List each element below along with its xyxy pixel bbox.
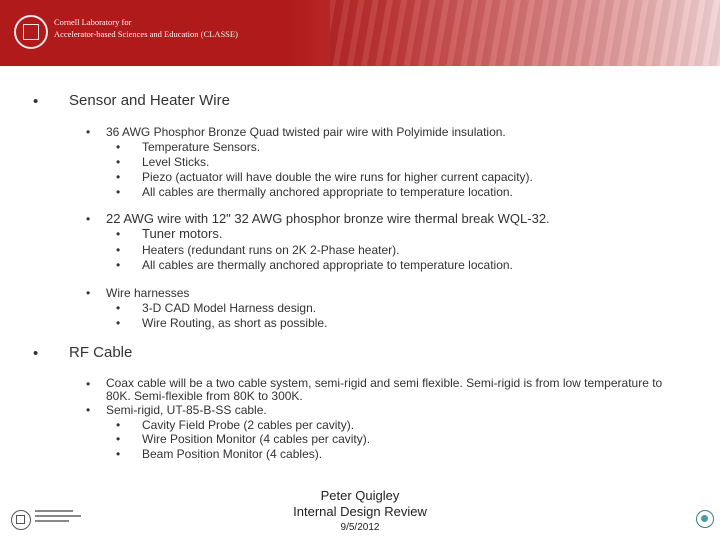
org-line-1: Cornell Laboratory for bbox=[54, 17, 132, 27]
bullet: • bbox=[116, 447, 121, 461]
bullet: • bbox=[116, 258, 121, 272]
bullet: • bbox=[116, 170, 121, 184]
bullet: • bbox=[86, 377, 91, 391]
bullet: • bbox=[116, 243, 121, 257]
presenter-name: Peter Quigley bbox=[320, 488, 400, 503]
item-22awg: 22 AWG wire with 12" 32 AWG phosphor bronze wire thermal break WQL-32. bbox=[106, 211, 550, 226]
subitem: Temperature Sensors. bbox=[142, 140, 261, 154]
bullet: • bbox=[116, 140, 121, 154]
bullet: • bbox=[116, 185, 121, 199]
subitem: All cables are thermally anchored appropriate to temperature location. bbox=[142, 185, 513, 199]
item-harness: Wire harnesses bbox=[106, 286, 190, 300]
section-title-rf: RF Cable bbox=[69, 344, 133, 361]
subitem: Wire Position Monitor (4 cables per cavity). bbox=[142, 432, 371, 446]
subitem: 3-D CAD Model Harness design. bbox=[142, 301, 317, 315]
footer-logo-text-icon bbox=[35, 510, 85, 525]
bullet: • bbox=[86, 286, 91, 300]
bullet: • bbox=[116, 155, 121, 169]
bullet: • bbox=[86, 212, 91, 226]
subitem: Cavity Field Probe (2 cables per cavity). bbox=[142, 418, 355, 432]
partner-logo-icon bbox=[696, 510, 714, 528]
section-title-sensor: Sensor and Heater Wire bbox=[69, 92, 230, 109]
subitem: Level Sticks. bbox=[142, 155, 210, 169]
bullet: • bbox=[33, 93, 39, 110]
org-line-2: Accelerator-based Sciences and Education (CLASSE) bbox=[54, 29, 238, 39]
item-36awg: 36 AWG Phosphor Bronze Quad twisted pair wire with Polyimide insulation. bbox=[106, 125, 506, 139]
subitem: All cables are thermally anchored appropriate to temperature location. bbox=[142, 258, 513, 272]
bullet: • bbox=[86, 125, 91, 139]
cornell-seal-footer-icon bbox=[11, 510, 31, 530]
bullet: • bbox=[116, 301, 121, 315]
subitem: Wire Routing, as short as possible. bbox=[142, 316, 328, 330]
bullet: • bbox=[116, 432, 121, 446]
bullet: • bbox=[33, 345, 39, 362]
org-name bbox=[54, 16, 238, 40]
subitem: Piezo (actuator will have double the wire runs for higher current capacity). bbox=[142, 170, 533, 184]
presentation-date: 9/5/2012 bbox=[340, 522, 380, 533]
bullet: • bbox=[116, 227, 121, 241]
subitem: Heaters (redundant runs on 2K 2-Phase heater). bbox=[142, 243, 400, 257]
subitem: Tuner motors. bbox=[142, 226, 223, 241]
item-coax: Coax cable will be a two cable system, semi-rigid and semi flexible. Semi-rigid is from low temperature to 80K. Semi-flexible from 80K to 300K. bbox=[106, 376, 663, 403]
subitem: Beam Position Monitor (4 cables). bbox=[142, 447, 323, 461]
item-semirigid: Semi-rigid, UT-85-B-SS cable. bbox=[106, 403, 267, 417]
bullet: • bbox=[116, 316, 121, 330]
bullet: • bbox=[116, 418, 121, 432]
event-name: Internal Design Review bbox=[293, 504, 427, 519]
bullet: • bbox=[86, 403, 91, 417]
